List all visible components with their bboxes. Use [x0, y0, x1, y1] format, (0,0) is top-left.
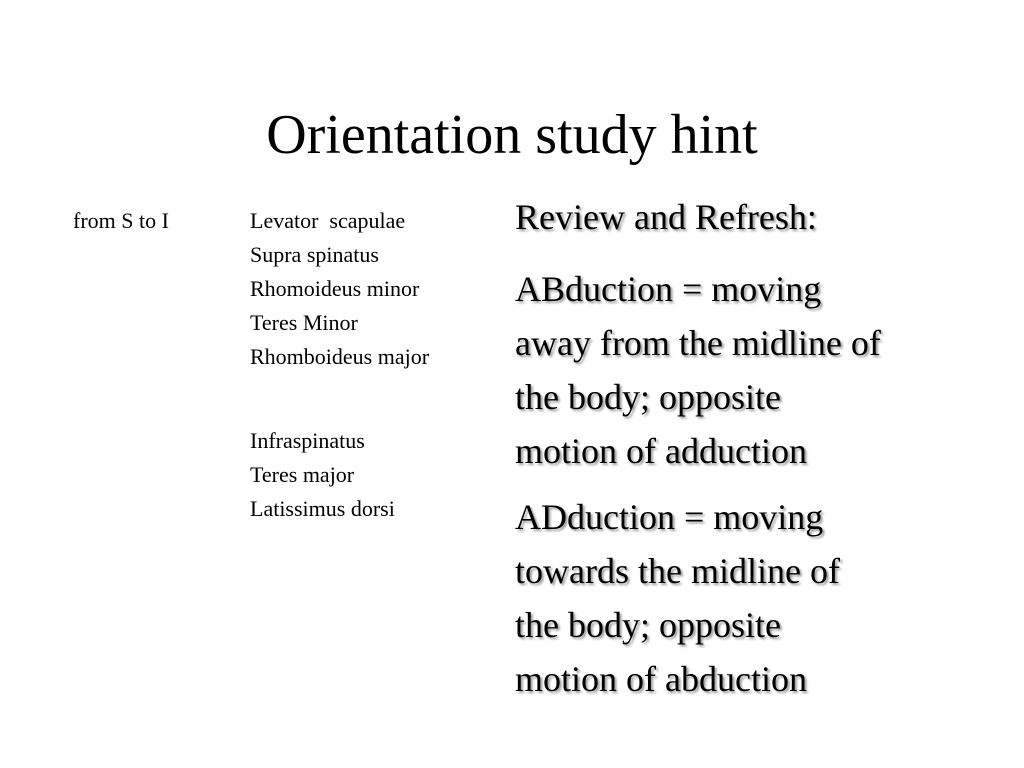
review-section [515, 190, 995, 718]
muscle-list-lower [250, 424, 395, 526]
adduction-line: ADduction = moving [515, 497, 824, 537]
slide-title: Orientation study hint [266, 104, 758, 166]
adduction-line: the body; opposite [515, 605, 781, 645]
adduction-definition [515, 490, 995, 706]
muscle-item: Rhomoideus minor [250, 276, 420, 301]
abduction-line: ABduction = moving [515, 269, 822, 309]
abduction-line: away from the midline of [515, 323, 881, 363]
abduction-line: motion of adduction [515, 431, 807, 471]
abduction-line: the body; opposite [515, 377, 781, 417]
adduction-line: towards the midline of [515, 551, 840, 591]
review-heading: Review and Refresh: [515, 197, 817, 237]
direction-label: from S to I [73, 208, 169, 233]
muscle-item: Rhomboideus major [250, 344, 430, 369]
muscle-item: Supra spinatus [250, 242, 379, 267]
muscle-item: Teres major [250, 462, 355, 487]
abduction-definition [515, 262, 995, 478]
adduction-line: motion of abduction [515, 659, 807, 699]
muscle-item: Infraspinatus [250, 428, 365, 453]
muscle-item: Teres Minor [250, 310, 358, 335]
muscle-list-upper [250, 204, 429, 374]
muscle-item: Latissimus dorsi [250, 496, 395, 521]
muscle-item: Levator scapulae [250, 208, 406, 233]
